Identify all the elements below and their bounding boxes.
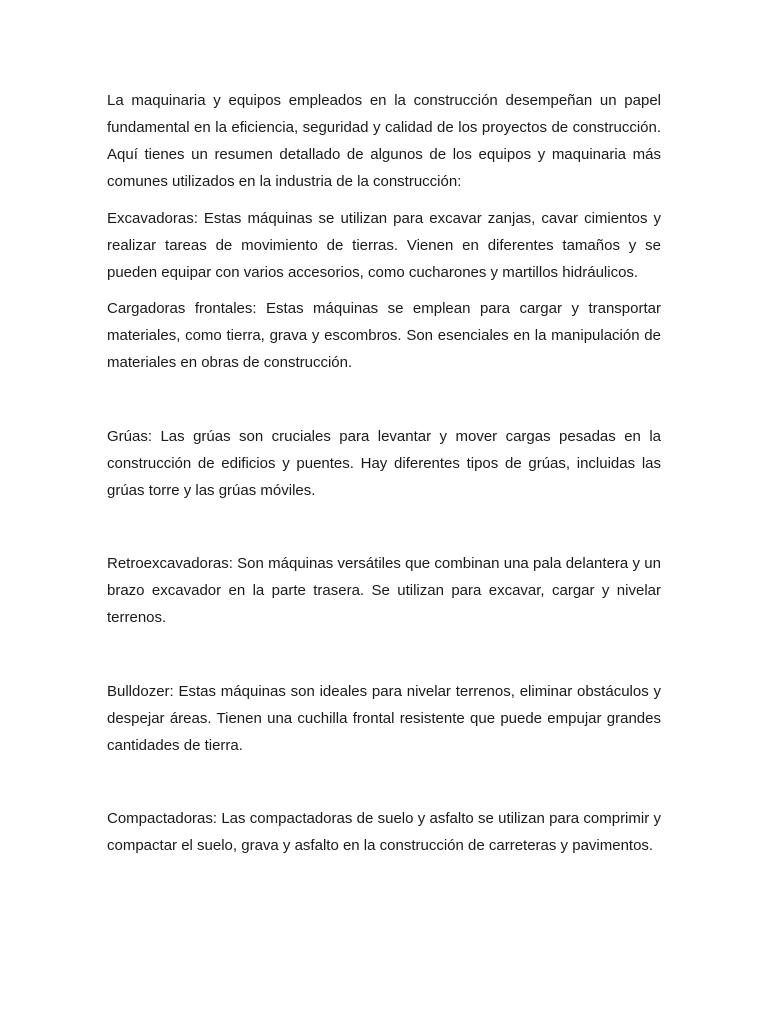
paragraph-bulldozer: Bulldozer: Estas máquinas son ideales para nivelar terrenos, eliminar obstáculos y despejar áreas. Tienen una cuchilla frontal resistente que puede empujar grandes cantidades de tierra. xyxy=(107,683,661,754)
paragraph-intro: La maquinaria y equipos empleados en la construcción desempeñan un papel fundamental en la eficiencia, seguridad y calidad de los proyectos de construcción. Aquí tienes un resumen detallado de algunos de los equipos y maquinaria más comunes utilizados en la industria de la construcción: xyxy=(107,92,661,190)
paragraph-retroexcavadoras: Retroexcavadoras: Son máquinas versátiles que combinan una pala delantera y un brazo excavador en la parte trasera. Se utilizan para excavar, cargar y nivelar terrenos. xyxy=(107,555,661,626)
paragraph-gruas: Grúas: Las grúas son cruciales para levantar y mover cargas pesadas en la construcción de edificios y puentes. Hay diferentes tipos de grúas, incluidas las grúas torre y las grúas móviles. xyxy=(107,428,661,499)
paragraph-cargadoras: Cargadoras frontales: Estas máquinas se emplean para cargar y transportar materiales, como tierra, grava y escombros. Son esenciales en la manipulación de materiales en obras de construcción. xyxy=(107,300,661,371)
paragraph-excavadoras: Excavadoras: Estas máquinas se utilizan para excavar zanjas, cavar cimientos y realizar tareas de movimiento de tierras. Vienen en diferentes tamaños y se pueden equipar con varios accesorios, como cucharones y martillos hidráulicos. xyxy=(107,210,661,281)
paragraph-compactadoras: Compactadoras: Las compactadoras de suelo y asfalto se utilizan para comprimir y compactar el suelo, grava y asfalto en la construcción de carreteras y pavimentos. xyxy=(107,810,661,854)
